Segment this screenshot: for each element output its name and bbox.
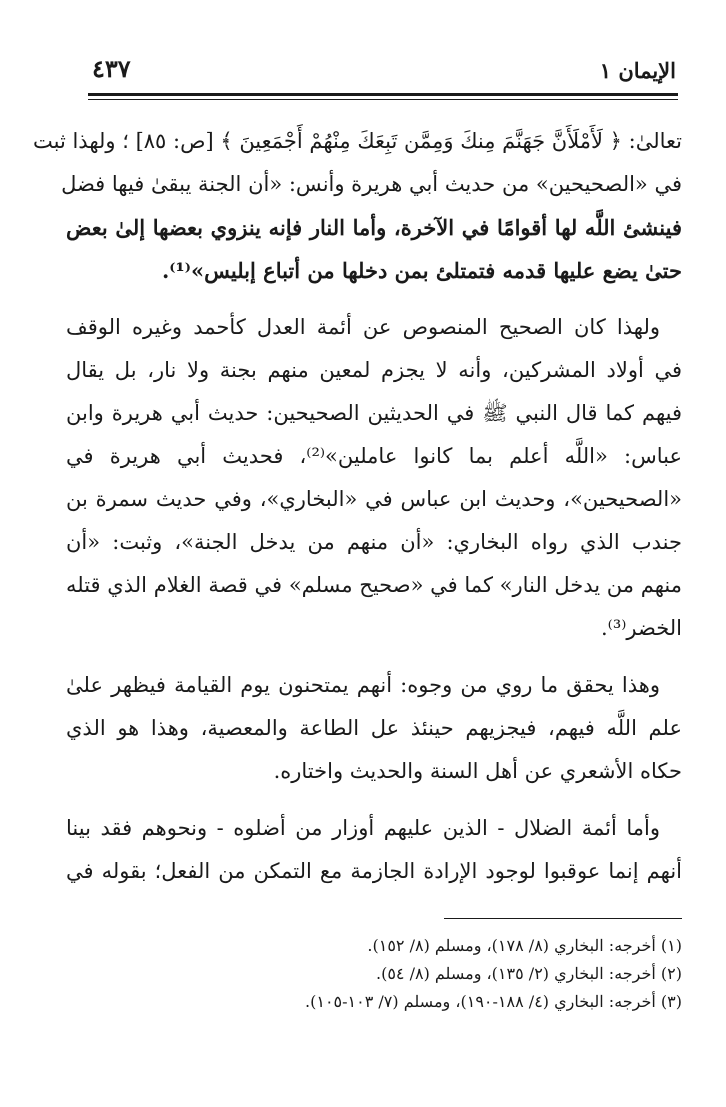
text-line: عباس: «اللَّه أعلم بما كانوا عاملين»⁽²⁾، فحديث أبي هريرة في <box>66 444 682 468</box>
page-header <box>92 54 676 88</box>
footnote: (١) أخرجه: البخاري (٨/ ١٧٨)، ومسلم (٨/ ١٥٢). <box>367 936 682 955</box>
text-line: علم اللَّه فيهم، فيجزيهم حينئذ عل الطاعة والمعصية، وهذا هو الذي <box>66 716 682 740</box>
text-line: جندب الذي رواه البخاري: «أن منهم من يدخل الجنة»، وثبت: «أن <box>66 530 682 554</box>
text-line: ولهذا كان الصحيح المنصوص عن أئمة العدل كأحمد وغيره الوقف <box>66 315 660 339</box>
text-line: الخضر⁽³⁾. <box>600 616 682 640</box>
text-line: أنهم إنما عوقبوا لوجود الإرادة الجازمة مع التمكن من الفعل؛ بقوله في <box>66 859 682 883</box>
running-title: الإيمان ١ <box>599 58 676 83</box>
text-line: وهذا يحقق ما روي من وجوه: أنهم يمتحنون يوم القيامة فيظهر علىٰ <box>66 673 660 697</box>
footnote-separator <box>444 918 682 919</box>
footnote: (٢) أخرجه: البخاري (٢/ ١٣٥)، ومسلم (٨/ ٥٤). <box>375 964 682 983</box>
header-rule-thick <box>88 93 678 96</box>
text-line: حكاه الأشعري عن أهل السنة والحديث واختاره. <box>273 759 682 783</box>
footnotes <box>66 932 682 1016</box>
text-line: فيهم كما قال النبي ﷺ في الحديثين الصحيحين: حديث أبي هريرة وابن <box>66 401 682 425</box>
text-line: وأما أئمة الضلال - الذين عليهم أوزار من أضلوه - ونحوهم فقد بينا <box>66 816 660 840</box>
text-line: في أولاد المشركين، وأنه لا يجزم لمعين منهم بجنة ولا نار، بل يقال <box>66 358 682 382</box>
page-number: ٤٣٧ <box>92 54 131 83</box>
paragraph-gap <box>66 793 682 807</box>
text-line: حتىٰ يضع عليها قدمه فتمتلئ بمن دخلها من أتباع إبليس»⁽¹⁾. <box>161 258 682 283</box>
paragraph-gap <box>66 650 682 664</box>
paragraph-gap <box>66 292 682 306</box>
header-rule-thin <box>88 99 678 100</box>
text-line: فينشئ اللَّه لها أقوامًا في الآخرة، وأما النار فإنه ينزوي بعضها إلىٰ بعض <box>66 215 682 240</box>
text-line: منهم من يدخل النار» كما في «صحيح مسلم» في قصة الغلام الذي قتله <box>66 573 682 597</box>
text-line: تعالىٰ: ﴿ لَأَمْلَأَنَّ جَهَنَّمَ مِنكَ وَمِمَّن تَبِعَكَ مِنْهُمْ أَجْمَعِينَ ﴾ [ص: ٨٥] ؛ ولهذا ثبت <box>32 129 682 153</box>
text-line: في «الصحيحين» من حديث أبي هريرة وأنس: «أن الجنة يبقىٰ فيها فضل <box>61 172 682 196</box>
footnote: (٣) أخرجه: البخاري (٤/ ١٨٨-١٩٠)، ومسلم (٧/ ١٠٣-١٠٥). <box>305 992 682 1011</box>
main-text <box>32 120 682 893</box>
text-line: «الصحيحين»، وحديث ابن عباس في «البخاري»، وفي حديث سمرة بن <box>66 487 682 511</box>
